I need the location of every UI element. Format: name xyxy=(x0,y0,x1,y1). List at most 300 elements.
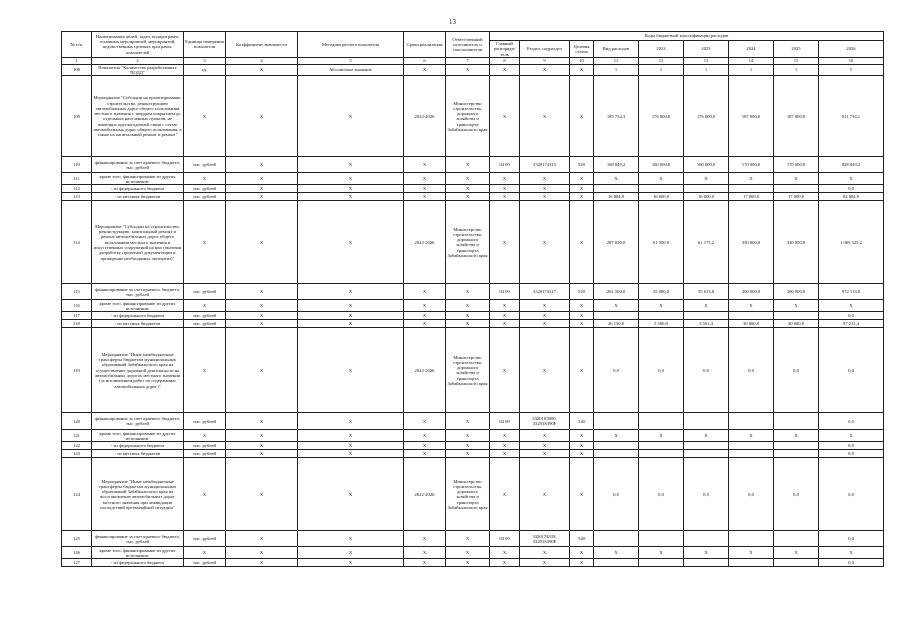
table-cell xyxy=(594,531,639,547)
table-cell: X xyxy=(184,328,226,413)
table-cell xyxy=(594,413,639,430)
table-cell: X xyxy=(490,173,520,185)
row-title: - из федерального бюджета xyxy=(92,442,184,450)
table-cell: X xyxy=(446,193,490,201)
table-cell: X xyxy=(404,442,446,450)
table-row xyxy=(62,312,884,320)
row-number: 122 xyxy=(62,442,92,450)
table-cell: 185 734,3 xyxy=(594,76,639,157)
row-number: 119 xyxy=(62,328,92,413)
table-cell: X xyxy=(404,284,446,300)
table-cell: X xyxy=(570,442,594,450)
table-cell xyxy=(729,559,774,567)
table-cell: 04 09 xyxy=(490,157,520,173)
table-cell: X xyxy=(594,300,639,312)
table-cell: X xyxy=(446,320,490,328)
table-cell: X xyxy=(520,458,570,531)
table-cell: 5 561,4 xyxy=(684,320,729,328)
table-cell: 17 000,0 xyxy=(774,193,819,201)
table-cell: 911 734,1 xyxy=(819,76,884,157)
table-cell: X xyxy=(404,547,446,559)
table-cell: X xyxy=(446,430,490,442)
table-cell: 176 000,0 xyxy=(639,76,684,157)
table-cell: 16 000,0 xyxy=(684,193,729,201)
table-cell: Министерство строительства, дорожного хозяйства и транспорта Забайкальского края xyxy=(446,328,490,413)
row-number: 116 xyxy=(62,300,92,312)
column-number: 14 xyxy=(729,57,774,64)
table-cell: 261 500,0 xyxy=(594,284,639,300)
table-cell xyxy=(729,185,774,193)
table-cell: 61 500,0 xyxy=(639,201,684,284)
table-cell: X xyxy=(570,328,594,413)
table-cell xyxy=(684,312,729,320)
table-cell xyxy=(639,413,684,430)
table-cell: X xyxy=(446,547,490,559)
table-cell: 0,0 xyxy=(729,458,774,531)
table-cell: X xyxy=(298,430,404,442)
row-number: 121 xyxy=(62,430,92,442)
table-cell: X xyxy=(298,185,404,193)
table-cell: X xyxy=(226,64,298,76)
table-cell xyxy=(639,450,684,458)
row-title: кроме того, финансирование из других источников: xyxy=(92,547,184,559)
row-title: Мероприятие "Иные межбюджетные трансферты бюджетам муниципальных образований Забайкальского края на осуществление дорожной деятельности на автомобильных дорогах местного значения (за исключением работ по содержанию автомобильных дорог)" xyxy=(92,328,184,413)
table-cell: X xyxy=(819,547,884,559)
header-2022: 2022 xyxy=(639,41,684,58)
table-cell: X xyxy=(819,173,884,185)
table-cell: тыс. рублей xyxy=(184,284,226,300)
table-cell: 0,0 xyxy=(639,328,684,413)
table-cell: X xyxy=(570,64,594,76)
table-cell: X xyxy=(184,201,226,284)
column-number: 2 xyxy=(92,57,184,64)
row-number: 127 xyxy=(62,559,92,567)
table-cell: 540 xyxy=(570,413,594,430)
table-cell: X xyxy=(684,173,729,185)
table-cell: X xyxy=(226,413,298,430)
table-cell: X xyxy=(226,430,298,442)
table-cell xyxy=(639,312,684,320)
table-cell: X xyxy=(298,531,404,547)
header-gl: Главный распорядитель xyxy=(490,41,520,58)
table-cell xyxy=(729,531,774,547)
header-name: Наименования целей, задач, подпрограмм, основных мероприятий, мероприятий, ведомственных целевых программ, показателей xyxy=(92,32,184,58)
program-table xyxy=(61,31,884,567)
row-number: 120 xyxy=(62,413,92,430)
table-cell: X xyxy=(298,76,404,157)
table-cell: X xyxy=(570,173,594,185)
table-cell: X xyxy=(490,201,520,284)
table-cell: тыс. рублей xyxy=(184,185,226,193)
table-cell: X xyxy=(490,328,520,413)
column-number: 12 xyxy=(639,57,684,64)
table-cell: X xyxy=(570,450,594,458)
row-number: 123 xyxy=(62,450,92,458)
row-title: кроме того, финансирование из других источников: xyxy=(92,300,184,312)
table-cell: 0,0 xyxy=(684,328,729,413)
row-title: кроме того, финансирование из других источников: xyxy=(92,430,184,442)
table-cell xyxy=(729,442,774,450)
table-cell: 160 000,0 xyxy=(684,157,729,173)
table-cell: 55 613,8 xyxy=(684,284,729,300)
table-cell: 168 849,2 xyxy=(594,157,639,173)
table-cell: 30 000,0 xyxy=(729,320,774,328)
row-number: 109 xyxy=(62,76,92,157)
row-number: 125 xyxy=(62,531,92,547)
header-2023: 2023 xyxy=(684,41,729,58)
table-cell: X xyxy=(774,430,819,442)
table-cell: X xyxy=(570,185,594,193)
table-row xyxy=(62,328,884,413)
table-cell xyxy=(594,559,639,567)
table-cell xyxy=(639,185,684,193)
table-cell xyxy=(729,312,774,320)
table-cell: X xyxy=(298,450,404,458)
row-number: 113 xyxy=(62,193,92,201)
table-cell: 300 000,0 xyxy=(729,284,774,300)
table-cell xyxy=(774,185,819,193)
row-number: 112 xyxy=(62,185,92,193)
row-title: Мероприятие "Субсидии на проектирование, строительство, реконструкцию автомобильных дорог общего пользования местного значения с твердым покрытием до отдельных населенных пунктов, не имеющих круглогодичной связи с сетью автомобильных дорог общего пользования, а также их капитальный ремонт и ремонт" xyxy=(92,76,184,157)
table-cell: X xyxy=(639,300,684,312)
table-cell: X xyxy=(404,430,446,442)
table-cell: 520 xyxy=(570,284,594,300)
table-cell: X xyxy=(729,430,774,442)
column-number: 15 xyxy=(774,57,819,64)
table-row xyxy=(62,157,884,173)
table-cell: X xyxy=(729,547,774,559)
row-number: 117 xyxy=(62,312,92,320)
table-cell: X xyxy=(298,201,404,284)
column-number: 11 xyxy=(594,57,639,64)
table-cell: X xyxy=(226,157,298,173)
table-cell xyxy=(684,185,729,193)
column-number: 8 xyxy=(490,57,520,64)
table-cell: X xyxy=(639,547,684,559)
table-cell xyxy=(684,559,729,567)
table-cell: X xyxy=(446,312,490,320)
table-row xyxy=(62,201,884,284)
table-cell: 16 884,9 xyxy=(594,193,639,201)
table-cell: 04 09 xyxy=(490,284,520,300)
table-cell: ед. xyxy=(184,64,226,76)
table-cell: X xyxy=(490,559,520,567)
table-cell: 61 175,2 xyxy=(684,201,729,284)
table-cell: тыс. рублей xyxy=(184,413,226,430)
table-cell: 04 09 xyxy=(490,413,520,430)
table-cell: X xyxy=(298,320,404,328)
table-cell: X xyxy=(684,547,729,559)
table-cell: тыс. рублей xyxy=(184,320,226,328)
table-cell: X xyxy=(520,300,570,312)
table-cell: X xyxy=(520,173,570,185)
table-cell: 1 069 325,2 xyxy=(819,201,884,284)
table-cell xyxy=(774,450,819,458)
table-cell: X xyxy=(490,64,520,76)
table-cell: X xyxy=(446,157,490,173)
table-cell: X xyxy=(570,201,594,284)
table-row xyxy=(62,284,884,300)
table-cell: 0,0 xyxy=(594,328,639,413)
header-row xyxy=(62,32,884,41)
table-cell: X xyxy=(446,300,490,312)
column-number-row xyxy=(62,57,884,64)
header-coef: Коэффициент значимости xyxy=(226,32,298,58)
row-title: финансирование за счет краевого бюджета, тыс. рублей xyxy=(92,157,184,173)
table-cell: X xyxy=(404,531,446,547)
table-cell xyxy=(594,450,639,458)
table-cell: Министерство строительства, дорожного хозяйства и транспорта Забайкальского края xyxy=(446,201,490,284)
table-cell: X xyxy=(298,328,404,413)
table-cell: 330 000,0 xyxy=(774,201,819,284)
table-cell: X xyxy=(404,320,446,328)
table-cell: 0,0 xyxy=(774,328,819,413)
table-cell: X xyxy=(570,300,594,312)
table-row xyxy=(62,64,884,76)
table-cell: X xyxy=(184,76,226,157)
table-cell: X xyxy=(684,300,729,312)
table-cell xyxy=(594,312,639,320)
table-cell: 5 xyxy=(819,64,884,76)
table-cell: 170 000,0 xyxy=(729,157,774,173)
table-cell xyxy=(774,442,819,450)
table-cell: 540 xyxy=(570,531,594,547)
table-cell xyxy=(774,413,819,430)
table-cell: X xyxy=(298,413,404,430)
row-number: 126 xyxy=(62,547,92,559)
table-cell: X xyxy=(226,300,298,312)
table-cell: X xyxy=(520,185,570,193)
table-cell: 33201S3900, 33201S390F xyxy=(520,413,570,430)
table-cell: 0,0 xyxy=(819,413,884,430)
column-number: 5 xyxy=(298,57,404,64)
table-cell: X xyxy=(570,76,594,157)
header-2026: 2026 xyxy=(819,41,884,58)
table-cell: X xyxy=(404,185,446,193)
table-cell: 3320174315 xyxy=(520,157,570,173)
table-cell: X xyxy=(226,559,298,567)
table-cell: X xyxy=(570,320,594,328)
table-cell: X xyxy=(684,430,729,442)
table-cell: 0,0 xyxy=(684,458,729,531)
table-cell: 300 000,0 xyxy=(774,284,819,300)
table-cell: X xyxy=(490,442,520,450)
page-number: 13 xyxy=(449,18,456,26)
row-number: 110 xyxy=(62,157,92,173)
table-cell xyxy=(684,531,729,547)
table-cell: 187 000,0 xyxy=(774,76,819,157)
row-title: - из федерального бюджета xyxy=(92,312,184,320)
table-cell: тыс. рублей xyxy=(184,157,226,173)
table-cell: X xyxy=(774,173,819,185)
table-cell: 0,0 xyxy=(594,458,639,531)
table-cell: X xyxy=(639,173,684,185)
row-number: 124 xyxy=(62,458,92,531)
table-cell: тыс. рублей xyxy=(184,312,226,320)
table-cell: 176 000,0 xyxy=(684,76,729,157)
column-number: 16 xyxy=(819,57,884,64)
table-cell: 2022-2026 xyxy=(404,201,446,284)
table-cell: X xyxy=(490,193,520,201)
table-cell xyxy=(774,559,819,567)
table-cell: X xyxy=(520,328,570,413)
table-cell xyxy=(774,531,819,547)
table-row xyxy=(62,442,884,450)
table-cell: 828 849,2 xyxy=(819,157,884,173)
table-cell: X xyxy=(520,442,570,450)
table-cell: X xyxy=(570,193,594,201)
table-cell: X xyxy=(520,559,570,567)
table-cell: X xyxy=(520,547,570,559)
table-cell: X xyxy=(490,547,520,559)
table-cell: X xyxy=(404,312,446,320)
table-cell: X xyxy=(446,450,490,458)
table-cell: 1 xyxy=(774,64,819,76)
column-number: 9 xyxy=(520,57,570,64)
table-cell: 17 000,0 xyxy=(729,193,774,201)
table-cell xyxy=(774,312,819,320)
column-number: 1 xyxy=(62,57,92,64)
table-cell: X xyxy=(298,300,404,312)
table-cell: 520 xyxy=(570,157,594,173)
row-number: 111 xyxy=(62,173,92,185)
table-row xyxy=(62,300,884,312)
table-cell: X xyxy=(570,547,594,559)
table-cell: X xyxy=(226,284,298,300)
table-cell xyxy=(594,185,639,193)
row-title: - из местных бюджетов xyxy=(92,193,184,201)
table-cell: X xyxy=(404,193,446,201)
table-row xyxy=(62,320,884,328)
table-row xyxy=(62,547,884,559)
table-cell: X xyxy=(404,450,446,458)
table-cell: X xyxy=(226,328,298,413)
table-cell: X xyxy=(404,559,446,567)
table-cell: 1 xyxy=(684,64,729,76)
table-cell xyxy=(684,413,729,430)
table-cell: 160 000,0 xyxy=(639,157,684,173)
table-cell: X xyxy=(490,450,520,458)
table-cell: X xyxy=(404,300,446,312)
table-cell: X xyxy=(490,320,520,328)
table-cell xyxy=(639,559,684,567)
column-number: 3 xyxy=(184,57,226,64)
table-cell: X xyxy=(404,413,446,430)
table-cell: 30 000,0 xyxy=(774,320,819,328)
table-cell: X xyxy=(446,559,490,567)
row-title: - из местных бюджетов xyxy=(92,450,184,458)
table-cell: 04 09 xyxy=(490,531,520,547)
table-cell: X xyxy=(298,442,404,450)
table-cell: X xyxy=(729,300,774,312)
row-number: 108 xyxy=(62,64,92,76)
table-cell: X xyxy=(520,193,570,201)
table-cell: тыс. рублей xyxy=(184,193,226,201)
table-cell: 82 884,9 xyxy=(819,193,884,201)
column-number: 7 xyxy=(446,57,490,64)
table-cell: X xyxy=(298,559,404,567)
row-title: Мероприятие "Иные межбюджетные трансферты бюджетам муниципальных образований Забайкальского края на восстановление автомобильных дорог местного значения при ликвидации последствий чрезвычайной ситуации" xyxy=(92,458,184,531)
row-title: - из федерального бюджета xyxy=(92,185,184,193)
table-cell: X xyxy=(490,300,520,312)
column-number: 4 xyxy=(226,57,298,64)
table-cell: Министерство строительства, дорожного хозяйства и транспорта Забайкальского края xyxy=(446,458,490,531)
table-cell: X xyxy=(404,64,446,76)
table-cell: X xyxy=(819,300,884,312)
table-cell: X xyxy=(404,173,446,185)
table-row xyxy=(62,413,884,430)
header-executor: Ответственный исполнитель и соисполнители xyxy=(446,32,490,58)
table-cell: X xyxy=(520,430,570,442)
table-cell: X xyxy=(520,320,570,328)
header-2024: 2024 xyxy=(729,41,774,58)
table-cell: 0,0 xyxy=(819,458,884,531)
table-cell: X xyxy=(184,173,226,185)
header-vr: Вид расходов xyxy=(594,41,639,58)
table-cell: X xyxy=(226,201,298,284)
table-cell: X xyxy=(446,64,490,76)
table-cell: X xyxy=(298,157,404,173)
table-cell: X xyxy=(729,173,774,185)
table-cell: 16 000,0 xyxy=(639,193,684,201)
header-cs: Целевая статья xyxy=(570,41,594,58)
table-cell: Министерство строительства, дорожного хозяйства и транспорта Забайкальского края xyxy=(446,76,490,157)
table-cell: X xyxy=(184,547,226,559)
table-cell: X xyxy=(226,193,298,201)
table-cell: 0,0 xyxy=(819,559,884,567)
table-row xyxy=(62,559,884,567)
header-budget-codes: Коды бюджетной классификации расходов xyxy=(490,32,884,41)
table-row xyxy=(62,193,884,201)
table-cell: X xyxy=(226,442,298,450)
table-cell: 0,0 xyxy=(774,458,819,531)
table-cell: X xyxy=(298,458,404,531)
header-num: № п/п xyxy=(62,32,92,58)
table-cell: 2022-2026 xyxy=(404,328,446,413)
table-cell: X xyxy=(520,201,570,284)
table-cell: X xyxy=(520,64,570,76)
header-method: Методика расчета показателя xyxy=(298,32,404,58)
table-cell: X xyxy=(226,312,298,320)
table-cell: 0,0 xyxy=(819,328,884,413)
table-cell: 2022-2026 xyxy=(404,76,446,157)
table-cell: 0,0 xyxy=(639,458,684,531)
table-cell: тыс. рублей xyxy=(184,559,226,567)
row-title: - из федерального бюджета xyxy=(92,559,184,567)
table-cell: X xyxy=(570,430,594,442)
table-cell: X xyxy=(570,312,594,320)
column-number: 6 xyxy=(404,57,446,64)
table-cell: тыс. рублей xyxy=(184,450,226,458)
header-unit: Единица измерения показателя xyxy=(184,32,226,58)
table-cell: 330 000,0 xyxy=(729,201,774,284)
table-cell: 3320174317 xyxy=(520,284,570,300)
table-cell: Абсолютное значение xyxy=(298,64,404,76)
table-cell: X xyxy=(570,559,594,567)
table-cell: 0,0 xyxy=(819,450,884,458)
table-cell: X xyxy=(520,312,570,320)
table-cell: 170 000,0 xyxy=(774,157,819,173)
header-razdel: Раздел, подраздел xyxy=(520,41,570,58)
table-cell: X xyxy=(446,173,490,185)
table-cell: X xyxy=(490,430,520,442)
table-cell: 0,0 xyxy=(819,531,884,547)
row-title: финансирование за счет краевого бюджета, тыс. рублей xyxy=(92,531,184,547)
table-cell: тыс. рублей xyxy=(184,531,226,547)
table-cell xyxy=(729,450,774,458)
table-cell xyxy=(684,442,729,450)
table-cell xyxy=(639,442,684,450)
